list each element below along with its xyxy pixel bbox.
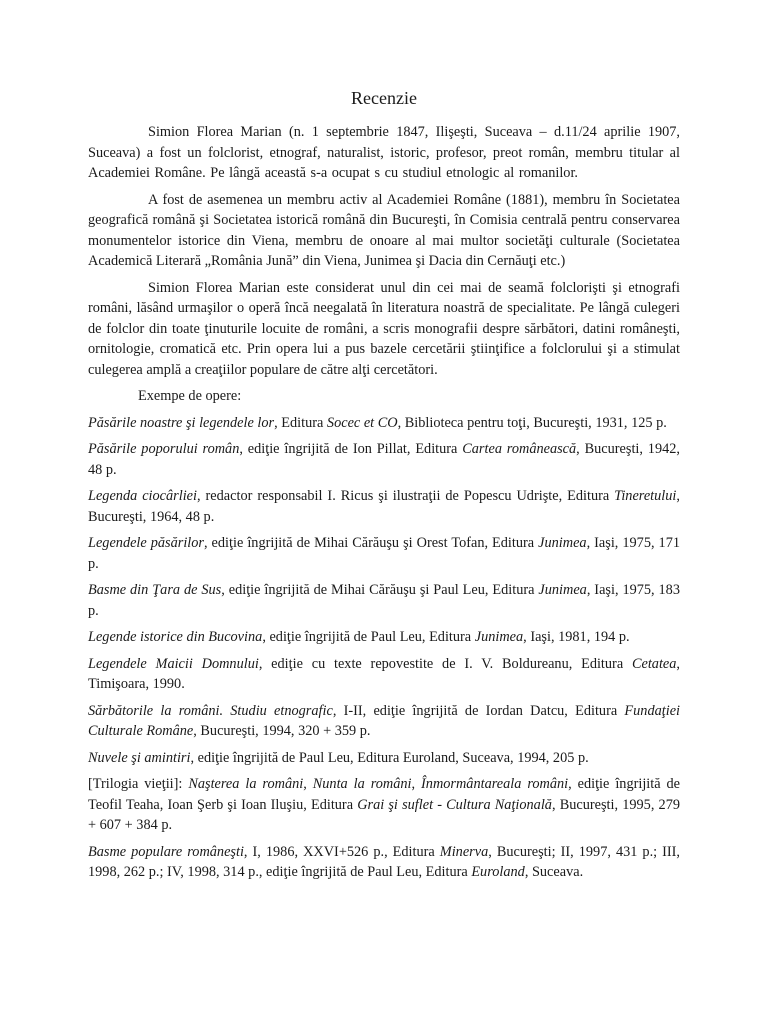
work-entry — [88, 654, 680, 695]
work-entry — [88, 701, 680, 742]
work-text: , Bucureşti, 1995, 279 + 607 + 384 p. — [88, 796, 680, 833]
work-title-italic: Legendele păsărilor — [88, 535, 204, 551]
work-entry — [88, 580, 680, 621]
work-text: [Trilogia vieţii]: — [88, 776, 189, 792]
work-entry — [88, 533, 680, 574]
paragraph-2: A fost de asemenea un membru activ al Academiei Române (1881), membru în Societatea geografică română şi Societatea istorică română din Bucureşti, în Comisia centrală pentru conservarea monumentelor istorice din Viena, membru de onoare al mai multor societăţi culturale (Societatea Academică Literară „România Jună” din Viena, Junimea şi Dacia din Cernăuţi etc.) — [88, 191, 680, 269]
work-title-italic: Socec et CO — [326, 414, 398, 431]
work-title-italic: Sărbătorile la români. Studiu etnografic — [88, 702, 333, 719]
work-text: , Bucureşti; II, 1997, 431 p.; III, 1998, 262 p.; IV, 1998, 314 p., ediţie îngrijită de Paul Leu, Editura — [88, 843, 680, 880]
work-text: , redactor responsabil I. Ricus şi ilustraţii de Popescu Udrişte, Editura — [197, 488, 615, 504]
work-text: , ediţie îngrijită de Paul Leu, Editura Euroland, Suceava, 1994, 205 p. — [190, 749, 589, 766]
work-text: , — [411, 776, 422, 792]
works-list — [88, 413, 680, 883]
work-title-italic: Cartea românească — [462, 441, 577, 457]
paragraph-1: Simion Florea Marian (n. 1 septembrie 1847, Ilişeşti, Suceava – d.11/24 aprilie 1907, Suceava) a fost un folclorist, etnograf, naturalist, istoric, profesor, preot român, membru titular al Academiei Române. Pe lângă această s-a ocupat s cu studiul etnologic al romanilor. — [88, 124, 680, 181]
work-entry — [88, 627, 680, 648]
examples-heading: Exempe de opere: — [138, 388, 242, 404]
work-title-italic: Cetatea — [631, 655, 677, 672]
work-text: , Timişoara, 1990. — [88, 655, 680, 692]
work-title-italic: Euroland — [471, 864, 525, 880]
work-text: , Bucureşti, 1942, 48 p. — [88, 441, 680, 478]
work-entry — [88, 774, 680, 836]
work-text: , Iaşi, 1975, 183 p. — [88, 582, 680, 619]
work-text: , Biblioteca pentru toţi, Bucureşti, 1931, 125 p. — [397, 414, 667, 431]
work-title-italic: Minerva — [439, 843, 489, 860]
work-title-italic: Păsările poporului român — [88, 441, 240, 457]
work-title-italic: Păsările noastre şi legendele lor — [88, 414, 275, 431]
work-entry — [88, 748, 680, 769]
document-title: Recenzie — [351, 88, 417, 108]
work-title-italic: Basme din Ţara de Sus — [88, 582, 222, 598]
work-text: , I, 1986, XXVI+526 p., Editura — [243, 843, 440, 860]
work-title-italic: Fundaţiei Culturale Române — [88, 702, 681, 739]
work-title-italic: Grai şi suflet - Cultura Naţională — [357, 796, 552, 813]
work-title-italic: Nuvele şi amintiri — [88, 749, 191, 766]
work-title-italic: Basme populare româneşti — [88, 843, 244, 860]
work-title-italic: Naşterea la români — [188, 776, 304, 792]
work-title-italic: Tineretului — [614, 488, 677, 504]
work-title-italic: Junimea — [474, 629, 524, 645]
paragraph-3: Simion Florea Marian este considerat unul din cei mai de seamă folclorişti şi etnografi români, lăsând urmaşilor o operă încă neegalată în literatura noastră de specialitate. Pe lângă culegeri de folclor din toate ţinuturile locuite de români, a scris monografii despre sărbători, datini româneşti, ornitologie, cromatică etc. Prin opera lui a pus bazele cercetării ştiinţifice a folclorului şi a stimulat culegerea amplă a creaţiilor populare de către alţi cercetători. — [88, 279, 680, 378]
work-entry — [88, 439, 680, 480]
work-text: , Bucureşti, 1964, 48 p. — [88, 488, 680, 525]
work-title-italic: Legendele Maicii Domnului — [88, 655, 259, 672]
work-title-italic: Înmormântareala români — [421, 776, 569, 792]
work-title-italic: Junimea — [538, 535, 587, 551]
work-text: , ediţie îngrijită de Mihai Cărăuşu şi Orest Tofan, Editura — [203, 535, 539, 551]
work-entry — [88, 842, 680, 883]
work-text: , ediţie îngrijită de Paul Leu, Editura — [262, 629, 475, 645]
work-text: , Iaşi, 1981, 194 p. — [523, 629, 630, 645]
work-title-italic: Legende istorice din Bucovina — [88, 629, 263, 645]
work-text: , ediţie îngrijită de Mihai Cărăuşu şi Paul Leu, Editura — [221, 582, 539, 598]
work-text: , I-II, ediţie îngrijită de Iordan Datcu, Editura — [332, 702, 625, 719]
work-title-italic: Nunta la români — [312, 776, 412, 792]
work-text: , ediţie cu texte repovestite de I. V. Boldureanu, Editura — [258, 655, 632, 672]
work-title-italic: Legenda ciocârliei — [88, 488, 197, 504]
work-text: , Editura — [274, 414, 327, 431]
work-text: , ediţie îngrijită de Teofil Teaha, Ioan Şerb şi Ioan Iluşiu, Editura — [88, 776, 681, 813]
work-text: , ediţie îngrijită de Ion Pillat, Editura — [239, 441, 463, 457]
work-text: , Bucureşti, 1994, 320 + 359 p. — [193, 723, 371, 739]
work-entry — [88, 486, 680, 527]
work-text: , Suceava. — [524, 864, 584, 880]
work-text: , — [303, 776, 313, 792]
work-text: , Iaşi, 1975, 171 p. — [88, 535, 680, 572]
work-title-italic: Junimea — [538, 582, 587, 598]
work-entry — [88, 413, 680, 434]
